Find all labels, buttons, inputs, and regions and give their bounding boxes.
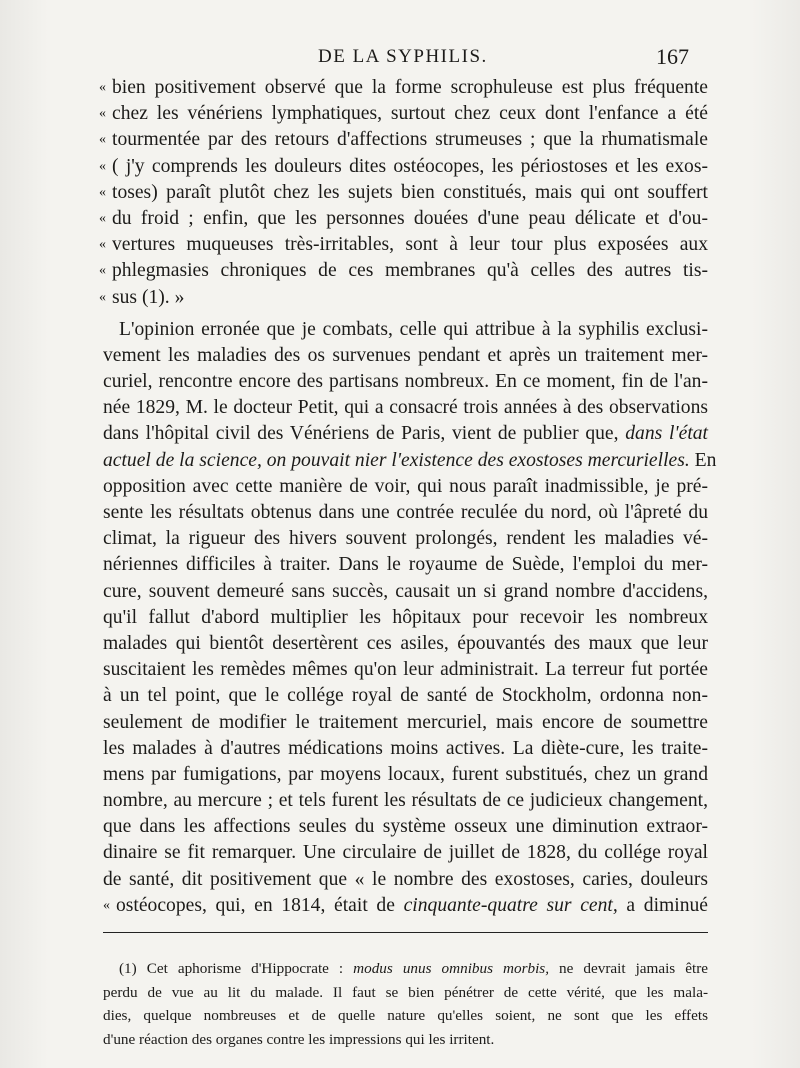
quote-text: vertures muqueuses très-irritables, sont à leur tour plus exposées aux <box>112 234 708 256</box>
italic-phrase: actuel de la science, on pouvait nier l'existence des exostoses mercurielles. <box>103 449 690 471</box>
quote-mark: « <box>99 158 106 174</box>
text-line: sente les résultats obtenus dans une contrée reculée du nord, où l'âpreté du <box>103 502 708 523</box>
quote-mark: « <box>103 897 110 913</box>
text-line: cure, souvent demeuré sans succès, causait un si grand nombre d'accidens, <box>103 580 708 602</box>
text-line: que dans les affections seules du système osseux une diminution extraor- <box>103 816 708 838</box>
text-line: malades qui bientôt desertèrent ces asiles, épouvantés des maux que leur <box>103 632 708 654</box>
quote-line <box>99 232 708 258</box>
text-segment: ostéocopes, qui, en 1814, était de <box>116 894 395 916</box>
quote-text: toses) paraît plutôt chez les sujets bien constitués, mais qui ont souffert <box>112 181 708 203</box>
quote-mark: « <box>99 106 106 122</box>
text-line: L'opinion erronée que je combats, celle qui attribue à la syphilis exclusi- <box>119 318 708 340</box>
text-line: à un tel point, que le collége royal de santé de Stockholm, ordonna non- <box>103 685 708 707</box>
page-header <box>0 44 800 74</box>
text-line <box>103 448 717 474</box>
body-text <box>99 75 717 919</box>
text-line: opposition avec cette manière de voir, qui nous paraît inadmissible, je pré- <box>103 475 708 497</box>
quote-text: sus (1). » <box>112 286 185 308</box>
quote-line <box>99 154 708 180</box>
quote-mark: « <box>99 184 106 200</box>
quote-text: du froid ; enfin, que les personnes douées d'une peau délicate et d'ou- <box>112 207 708 229</box>
text-segment: a diminué <box>626 894 708 916</box>
text-line: dinaire se fit remarquer. Une circulaire de juillet de 1828, du collége royal <box>103 842 708 864</box>
text-segment: ne devrait jamais être <box>559 960 708 977</box>
footnote-line: d'une réaction des organes contre les impressions qui les irritent. <box>103 1030 495 1048</box>
italic-phrase: cinquante-quatre sur cent, <box>403 894 618 916</box>
text-line: suscitaient les remèdes mêmes qu'on leur administrait. La terreur fut portée <box>103 659 708 681</box>
quote-line <box>99 75 708 101</box>
quote-text: bien positivement observé que la forme scrophuleuse est plus fréquente <box>112 77 708 98</box>
quote-line <box>99 258 708 284</box>
footnote-line: perdu de vue au lit du malade. Il faut se bien pénétrer de cette vérité, que les mala- <box>103 983 708 1001</box>
running-title: DE LA SYPHILIS. <box>318 46 488 67</box>
quote-text: chez les vénériens lymphatiques, surtout chez ceux dont l'enfance a été <box>112 103 708 125</box>
text-line: les malades à d'autres médications moins actives. La diète-cure, les traite- <box>103 737 708 759</box>
footnote-line <box>103 957 708 981</box>
text-line: climat, la rigueur des hivers souvent prolongés, rendent les maladies vé- <box>103 528 708 550</box>
text-line: nériennes difficiles à traiter. Dans le royaume de Suède, l'emploi du mer- <box>103 554 708 576</box>
text-segment: (1) Cet aphorisme d'Hippocrate : <box>119 960 344 977</box>
quote-text: tourmentée par des retours d'affections strumeuses ; que la rhumatismale <box>112 129 708 151</box>
page-number: 167 <box>656 44 689 69</box>
text-line: de santé, dit positivement que « le nombre des exostoses, caries, douleurs <box>103 868 708 890</box>
quote-line <box>99 285 708 311</box>
text-line: seulement de modifier le traitement mercuriel, mais encore de soumettre <box>103 711 708 733</box>
quotation-block <box>99 75 708 311</box>
quote-mark: « <box>99 289 106 305</box>
footnote-rule <box>103 932 708 933</box>
footnote-line: dies, quelque nombreuses et de quelle nature qu'elles soient, ne sont que les effets <box>103 1007 708 1024</box>
text-line: vement les maladies des os survenues pendant et après un traitement mer- <box>103 344 708 366</box>
text-line: nombre, au mercure ; et tels furent les résultats de ce judicieux changement, <box>103 790 708 812</box>
quote-line <box>99 101 708 127</box>
quote-text: phlegmasies chroniques de ces membranes qu'à celles des autres tis- <box>112 260 708 282</box>
text-segment: dans l'hôpital civil des Vénériens de Paris, vient de publier que, <box>103 423 619 445</box>
quote-line <box>99 127 708 153</box>
quote-mark: « <box>99 80 106 95</box>
footnote <box>103 957 708 1051</box>
text-line: curiel, rencontre encore des partisans nombreux. En ce moment, fin de l'an- <box>103 371 708 393</box>
text-line <box>103 421 708 447</box>
quote-mark: « <box>99 132 106 148</box>
quote-text: ( j'y comprends les douleurs dites ostéocopes, les périostoses et les exos- <box>112 155 708 177</box>
quote-line <box>99 180 708 206</box>
text-line: née 1829, M. le docteur Petit, qui a consacré trois années à des observations <box>103 397 708 419</box>
text-line <box>103 893 708 919</box>
quote-mark: « <box>99 210 106 226</box>
quote-mark: « <box>99 237 106 253</box>
quote-line <box>99 206 708 232</box>
text-segment: En <box>694 449 717 471</box>
italic-phrase: modus unus omnibus morbis, <box>353 960 550 977</box>
italic-phrase: dans l'état <box>625 423 709 445</box>
quote-mark: « <box>99 263 106 279</box>
text-line: mens par fumigations, par moyens locaux, furent substitués, chez un grand <box>103 763 708 785</box>
text-line: qu'il fallut d'abord multiplier les hôpitaux pour recevoir les nombreux <box>103 606 708 628</box>
